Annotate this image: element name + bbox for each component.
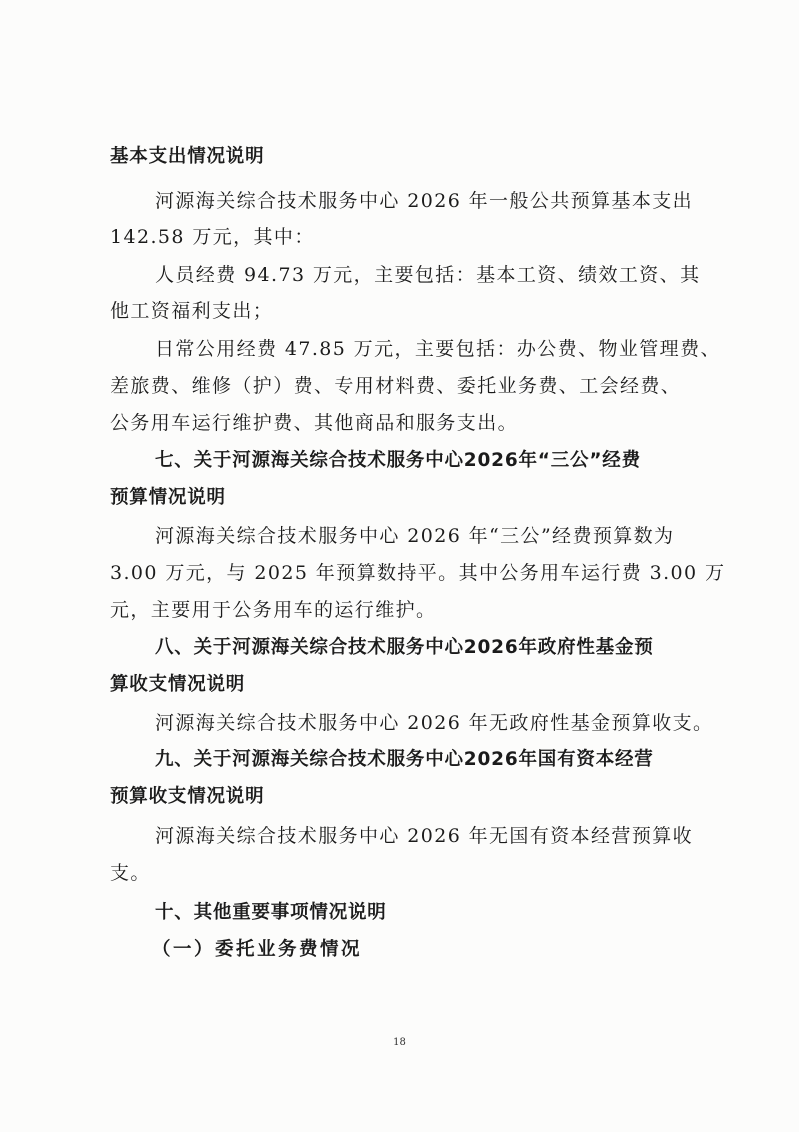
paragraph-line: 他工资福利支出； (110, 300, 274, 322)
paragraph-line: 公务用车运行维护费、其他商品和服务支出。 (110, 412, 519, 434)
paragraph-line: 支。 (110, 862, 151, 884)
section-heading: 预算情况说明 (110, 487, 226, 508)
paragraph-line: 142.58 万元，其中： (110, 226, 315, 248)
paragraph-line: 河源海关综合技术服务中心 2026 年无政府性基金预算收支。 (155, 712, 714, 734)
section-heading: 八、关于河源海关综合技术服务中心2026年政府性基金预 (155, 637, 654, 658)
paragraph-line: 河源海关综合技术服务中心 2026 年一般公共预算基本支出 (155, 190, 694, 212)
paragraph-line: 日常公用经费 47.85 万元，主要包括：办公费、物业管理费、 (155, 338, 721, 360)
subsection-heading: （一）委托业务费情况 (152, 939, 363, 960)
section-heading: 七、关于河源海关综合技术服务中心2026年“三公”经费 (155, 450, 641, 471)
paragraph-line: 差旅费、维修（护）费、专用材料费、委托业务费、工会经费、 (110, 375, 682, 397)
paragraph-line: 河源海关综合技术服务中心 2026 年无国有资本经营预算收 (155, 825, 694, 847)
section-heading: 九、关于河源海关综合技术服务中心2026年国有资本经营 (155, 749, 654, 770)
section-heading: 算收支情况说明 (110, 674, 246, 695)
paragraph-line: 元，主要用于公务用车的运行维护。 (110, 599, 437, 621)
paragraph-line: 河源海关综合技术服务中心 2026 年“三公”经费预算数为 (155, 525, 675, 547)
paragraph-line: 3.00 万元，与 2025 年预算数持平。其中公务用车运行费 3.00 万 (110, 562, 726, 584)
paragraph-line: 人员经费 94.73 万元，主要包括：基本工资、绩效工资、其 (155, 264, 701, 286)
section-heading: 预算收支情况说明 (110, 786, 265, 807)
section-heading: 十、其他重要事项情况说明 (155, 902, 387, 923)
section-heading: 基本支出情况说明 (110, 146, 265, 167)
page-number: 18 (393, 1037, 406, 1048)
